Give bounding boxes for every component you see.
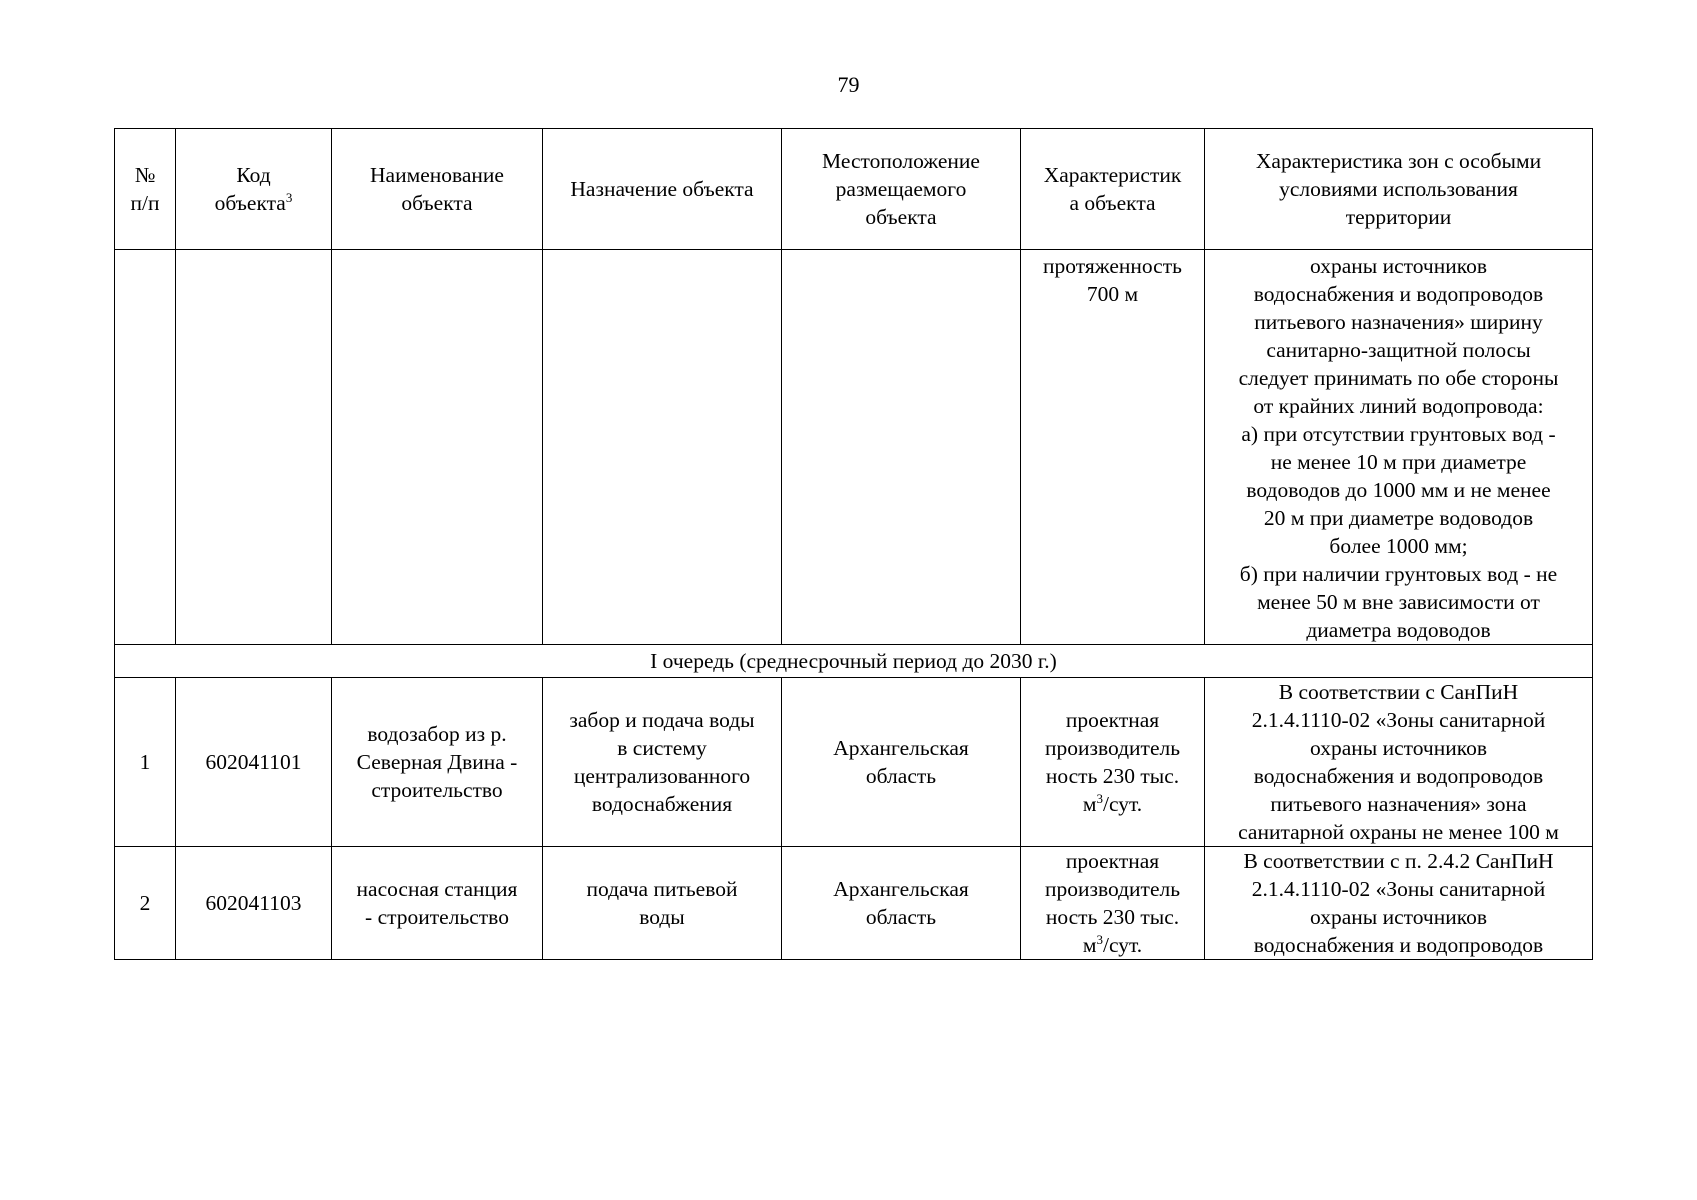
cell-code (176, 250, 332, 645)
cell-name: насосная станция - строительство (332, 847, 543, 960)
cell-location: Архангельская область (782, 847, 1021, 960)
cell-num: 2 (115, 847, 176, 960)
table-header-row (115, 129, 1593, 250)
table-row-continuation (115, 250, 1593, 645)
cell-location (782, 250, 1021, 645)
header-code: Код объекта$^3$ (176, 129, 332, 250)
header-name: Наименование объекта (332, 129, 543, 250)
cell-code: 602041103 (176, 847, 332, 960)
cell-num (115, 250, 176, 645)
header-purpose: Назначение объекта (543, 129, 782, 250)
cell-num: 1 (115, 678, 176, 847)
page-number: 79 (837, 72, 860, 97)
cell-characteristic: проектная производитель ность 230 тыс. $м^3$/сут. (1021, 847, 1205, 960)
cell-purpose: забор и подача воды в систему централизованного водоснабжения (543, 678, 782, 847)
header-location: Местоположение размещаемого объекта (782, 129, 1021, 250)
header-num: № п/п (115, 129, 176, 250)
cell-location: Архангельская область (782, 678, 1021, 847)
phase-title: I очередь (среднесрочный период до 2030 г.) (115, 645, 1593, 678)
cell-zones: В соответствии с п. 2.4.2 СанПиН 2.1.4.1110-02 «Зоны санитарной охраны источников водоснабжения и водопроводов (1205, 847, 1593, 960)
cell-zones: охраны источников водоснабжения и водопроводов питьевого назначения» ширину санитарно-защитной полосы следует принимать по обе стороны от крайних линий водопровода: а) при отсутствии грунтовых вод - не менее 10 м при диаметре водоводов до 1000 мм и не менее 20 м при диаметре водоводов более 1000 мм; б) при наличии грунтовых вод - не менее 50 м вне зависимости от диаметра водоводов (1205, 250, 1593, 645)
cell-zones: В соответствии с СанПиН 2.1.4.1110-02 «Зоны санитарной охраны источников водоснабжения и водопроводов питьевого назначения» зона санитарной охраны не менее 100 м (1205, 678, 1593, 847)
header-zones: Характеристика зон с особыми условиями использования территории (1205, 129, 1593, 250)
table-row (115, 678, 1593, 847)
cell-code: 602041101 (176, 678, 332, 847)
footnote-mark: 3 (285, 189, 293, 205)
cell-name: водозабор из р. Северная Двина - строительство (332, 678, 543, 847)
cell-purpose: подача питьевой воды (543, 847, 782, 960)
cell-name (332, 250, 543, 645)
objects-table (114, 128, 1593, 960)
phase-section-row (115, 645, 1593, 678)
table-row (115, 847, 1593, 960)
cell-characteristic: протяженность 700 м (1021, 250, 1205, 645)
cell-characteristic: проектная производитель ность 230 тыс. $м^3$/сут. (1021, 678, 1205, 847)
cell-purpose (543, 250, 782, 645)
header-characteristic: Характеристик а объекта (1021, 129, 1205, 250)
